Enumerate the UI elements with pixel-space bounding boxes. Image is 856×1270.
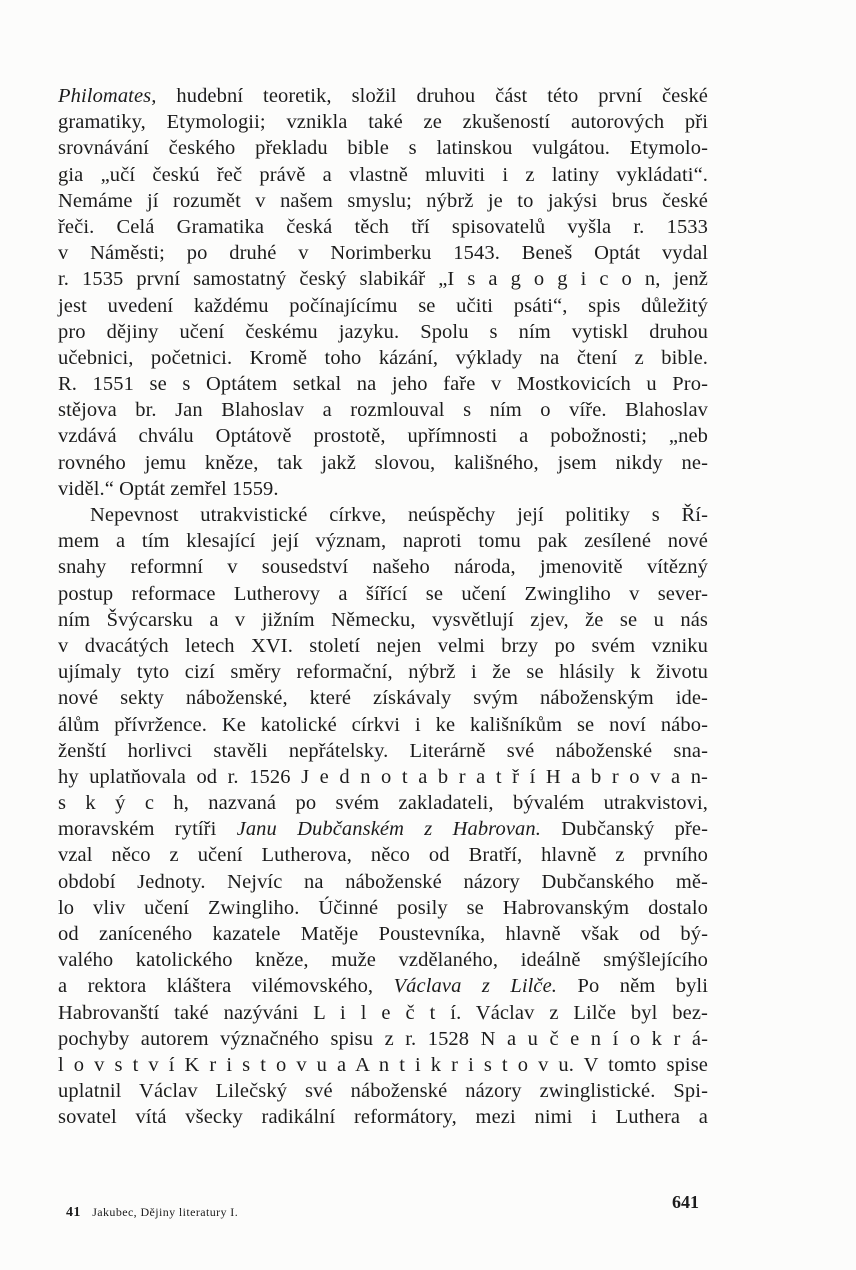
running-title: Jakubec, Dějiny literatury I. bbox=[92, 1205, 239, 1219]
text-line: srovnávání českého překladu bible s latinskou vulgátou. Etymolo- bbox=[58, 137, 708, 160]
text-line: s k ý c h, nazvaná po svém zakladateli, bývalém utrakvistovi, bbox=[58, 792, 708, 815]
text-line: Nemáme jí rozumět v našem smyslu; nýbrž je to jakýsi brus české bbox=[58, 189, 708, 212]
text-line: v Náměsti; po druhé v Norimberku 1543. Beneš Optát vydal bbox=[58, 242, 708, 265]
text-line: viděl.“ Optát zemřel 1559. bbox=[58, 477, 279, 500]
text-line: a rektora kláštera vilémovského, Václava z Lilče. Po něm byli bbox=[58, 975, 709, 998]
text-line: r. 1535 první samostatný český slabikář „I s a g o g i c o n, jenž bbox=[58, 268, 708, 291]
body-text bbox=[58, 83, 708, 1131]
page-number: 641 bbox=[672, 1192, 699, 1212]
text-line: gramatiky, Etymologii; vznikla také ze zkušeností autorových při bbox=[58, 111, 708, 134]
text-line: rovného jemu kněze, tak jakž slovou, kališného, jsem nikdy ne- bbox=[58, 451, 708, 474]
text-line: moravském rytíři Janu Dubčanském z Habrovan. Dubčanský pře- bbox=[58, 818, 708, 841]
text-line: mem a tím klesající její význam, naproti tomu pak zesílené nové bbox=[58, 530, 708, 553]
text-line: pro dějiny učení českému jazyku. Spolu s ním vytiskl druhou bbox=[58, 320, 708, 343]
text-line: období Jednoty. Nejvíc na náboženské názory Dubčanského mě- bbox=[58, 870, 708, 893]
text-line: ujímaly tyto cizí směry reformační, nýbrž i že se hlásily k životu bbox=[58, 661, 708, 684]
text-line: R. 1551 se s Optátem setkal na jeho faře v Mostkovicích u Pro- bbox=[58, 373, 708, 396]
text-line: učebnici, početnici. Kromě toho kázání, výklady na čtení z bible. bbox=[58, 346, 708, 369]
text-line: stějova br. Jan Blahoslav a rozmlouval s ním o víře. Blahoslav bbox=[58, 399, 708, 422]
text-line: pochyby autorem význačného spisu z r. 1528 N a u č e n í o k r á- bbox=[58, 1027, 708, 1050]
text-line: v dvacátých letech XVI. století nejen velmi brzy po svém vzniku bbox=[58, 634, 708, 657]
printer-signature: 41 bbox=[66, 1205, 81, 1220]
text-line: řeči. Celá Gramatika česká těch tří spisovatelů vyšla r. 1533 bbox=[58, 215, 708, 238]
text-line: hy uplatňovala od r. 1526 J e d n o t a b r a t ř í H a b r o v a n- bbox=[58, 765, 708, 788]
text-line: postup reformace Lutherovy a šířící se učení Zwingliho v sever- bbox=[58, 582, 708, 605]
text-line: snahy reformní v sousedství našeho národa, jmenovitě vítězný bbox=[58, 556, 708, 579]
text-line: ženští horlivci stavěli nepřátelsky. Literárně své náboženské sna- bbox=[58, 739, 708, 762]
text-line: jest uvedení každému počínajícímu se učiti psáti“, spis důležitý bbox=[58, 294, 708, 317]
text-line: vzdává chválu Optátově prostotě, upřímnosti a pobožnosti; „neb bbox=[58, 425, 708, 448]
text-line: od zaníceného kazatele Matěje Poustevníka, hlavně však od bý- bbox=[58, 923, 708, 945]
text-line: Habrovanští také nazýváni L i l e č t í. Václav z Lilče byl bez- bbox=[58, 1001, 708, 1024]
text-line: Nepevnost utrakvistické církve, neúspěchy její politiky s Ří- bbox=[90, 504, 708, 526]
page-footer bbox=[66, 1205, 238, 1221]
text-line: uplatnil Václav Lilečský své náboženské názory zwinglistické. Spi- bbox=[58, 1080, 708, 1103]
text-line: vzal něco z učení Lutherova, něco od Bratří, hlavně z prvního bbox=[58, 844, 708, 867]
text-line: gia „učí českú řeč právě a vlastně mluviti i z latiny vykládati“. bbox=[58, 163, 708, 186]
text-line: valého katolického kněze, muže vzdělaného, ideálně smýšlejícího bbox=[58, 949, 708, 972]
text-line: nové sekty náboženské, které získávaly svým náboženským ide- bbox=[58, 687, 708, 710]
text-line: álům přívržence. Ke katolické církvi i ke kališníkům se noví nábo- bbox=[58, 713, 708, 736]
text-line: lo vliv učení Zwingliho. Účinné posily se Habrovanským dostalo bbox=[58, 896, 708, 919]
text-line: Philomates, hudební teoretik, složil druhou část této první české bbox=[58, 85, 708, 107]
text-line: sovatel vítá všecky radikální reformátory, mezi nimi i Luthera a bbox=[58, 1106, 708, 1129]
text-line: l o v s t v í K r i s t o v u a A n t i k r i s t o v u. V tomto spise bbox=[58, 1053, 708, 1076]
text-line: ním Švýcarsku a v jižním Německu, vysvětlují zjev, že se u nás bbox=[58, 608, 708, 631]
